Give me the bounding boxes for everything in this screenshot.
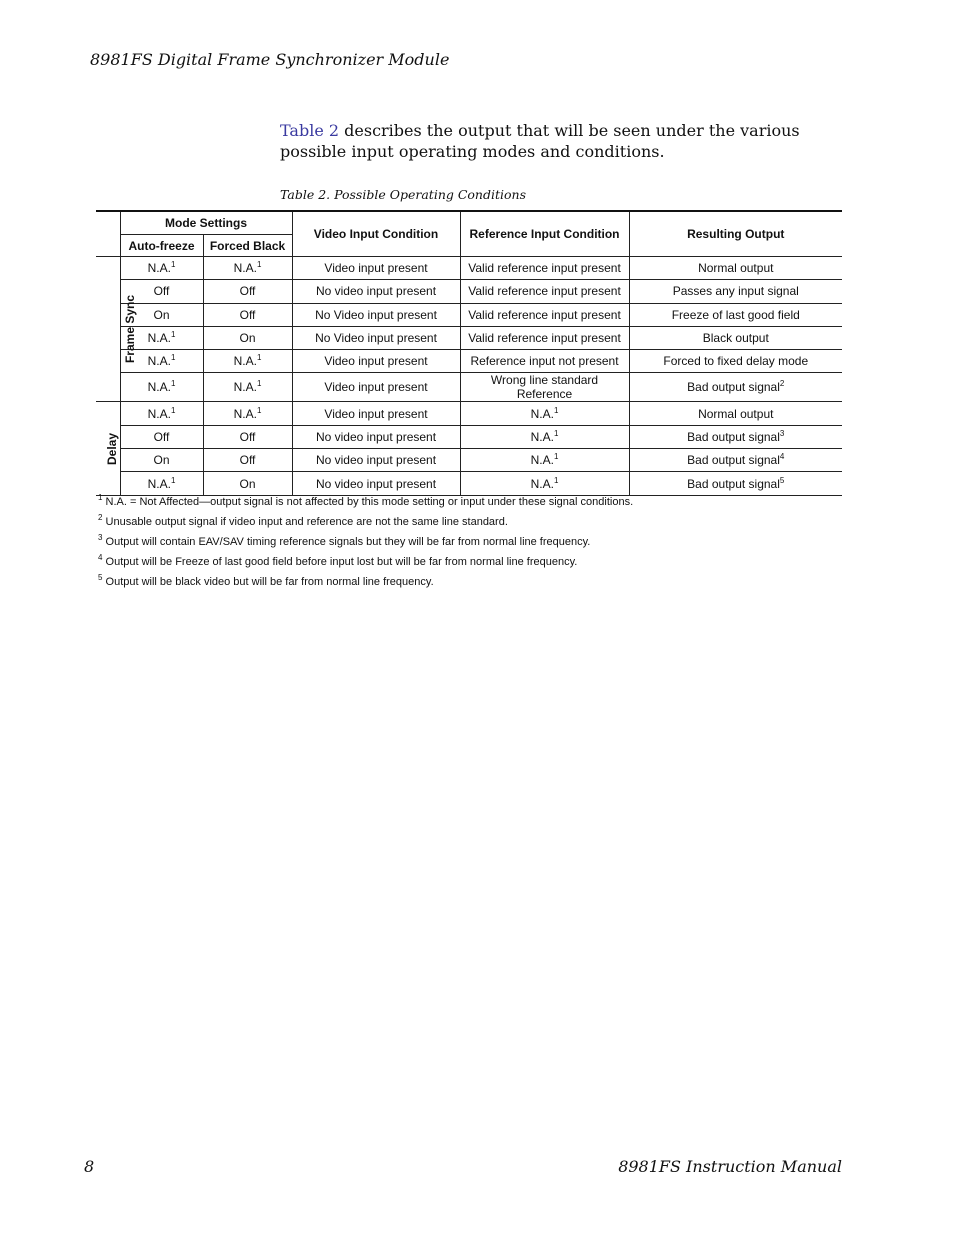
footnote-number: 4 — [98, 553, 103, 562]
header-video-input: Video Input Condition — [292, 211, 460, 257]
footnote-text: Unusable output signal if video input and reference are not the same line standard. — [105, 516, 508, 528]
cell-reference-input-text: Valid reference input present — [468, 307, 621, 322]
cell-video-input-text: No video input present — [315, 284, 437, 299]
table-caption: Table 2. Possible Operating Conditions — [280, 187, 526, 202]
cell-resulting-output-text: Passes any input signal — [672, 284, 799, 299]
table-body — [96, 257, 842, 496]
header-forced-black: Forced Black — [203, 235, 292, 257]
footnote-text: Output will be Freeze of last good field before input lost but will be far from normal line frequency. — [105, 556, 578, 568]
cell-auto-freeze-text: On — [153, 307, 170, 322]
footnote-marker: 1 — [256, 353, 262, 363]
cell-video-input-text: No Video input present — [315, 307, 437, 322]
cell-video-input — [292, 257, 460, 280]
cell-reference-input-text: N.A. — [530, 406, 554, 421]
cell-auto-freeze-text: Off — [153, 429, 170, 444]
cell-reference-input — [460, 402, 629, 425]
table-row — [96, 326, 842, 349]
footnote-marker: 1 — [553, 452, 559, 462]
cell-reference-input — [460, 425, 629, 448]
cell-reference-input — [460, 257, 629, 280]
cell-forced-black — [203, 425, 292, 448]
cell-resulting-output-text: Bad output signal — [687, 380, 780, 395]
cell-video-input-text: No video input present — [315, 476, 437, 491]
footnote-marker: 1 — [170, 330, 176, 340]
cell-auto-freeze — [120, 373, 203, 402]
cell-video-input-text: Video input present — [324, 406, 428, 421]
cell-resulting-output-text: Freeze of last good field — [671, 307, 800, 322]
footnote — [98, 512, 858, 532]
cell-video-input — [292, 373, 460, 402]
table-reference-link[interactable]: Table 2 — [280, 121, 340, 140]
cell-reference-input-text: N.A. — [530, 476, 554, 491]
cell-resulting-output-text: Bad output signal — [687, 429, 780, 444]
cell-video-input — [292, 303, 460, 326]
cell-forced-black-text: Off — [239, 284, 256, 299]
cell-video-input-text: No video input present — [315, 453, 437, 468]
cell-forced-black — [203, 373, 292, 402]
cell-forced-black-text: On — [239, 476, 256, 491]
cell-reference-input-text: Valid reference input present — [468, 331, 621, 346]
cell-video-input — [292, 326, 460, 349]
group-label-cell — [96, 402, 120, 495]
table-row — [96, 373, 842, 402]
cell-resulting-output-text: Bad output signal — [687, 476, 780, 491]
cell-reference-input — [460, 350, 629, 373]
cell-resulting-output-text: Forced to fixed delay mode — [663, 354, 809, 369]
cell-video-input — [292, 425, 460, 448]
footnote — [98, 572, 858, 592]
cell-reference-input-text: N.A. — [530, 453, 554, 468]
cell-reference-input — [460, 303, 629, 326]
cell-resulting-output — [629, 373, 842, 402]
cell-forced-black-text: N.A. — [233, 380, 257, 395]
cell-forced-black-text: Off — [239, 453, 256, 468]
intro-text: describes the output that will be seen under the various possible input operating modes and conditions. — [280, 121, 800, 161]
cell-resulting-output-text: Normal output — [698, 406, 774, 421]
cell-reference-input — [460, 326, 629, 349]
footnote-marker: 1 — [170, 475, 176, 485]
cell-resulting-output — [629, 257, 842, 280]
cell-auto-freeze — [120, 257, 203, 280]
cell-resulting-output — [629, 425, 842, 448]
header-row-top — [96, 211, 842, 235]
footnote-marker: 3 — [779, 428, 785, 438]
operating-conditions-table — [96, 210, 842, 496]
running-header: 8981FS Digital Frame Synchronizer Module — [90, 50, 450, 69]
cell-auto-freeze — [120, 425, 203, 448]
footnote-marker: 1 — [553, 475, 559, 485]
footnote-marker: 1 — [256, 379, 262, 389]
cell-auto-freeze-text: Off — [153, 284, 170, 299]
footnote-marker: 1 — [256, 405, 262, 415]
cell-reference-input — [460, 280, 629, 303]
cell-auto-freeze-text: N.A. — [147, 354, 171, 369]
header-reference-input: Reference Input Condition — [460, 211, 629, 257]
cell-video-input-text: Video input present — [324, 354, 428, 369]
table-row — [96, 350, 842, 373]
operating-conditions-table-wrap — [96, 210, 842, 496]
cell-auto-freeze — [120, 402, 203, 425]
group-label-cell — [96, 257, 138, 402]
table-row — [96, 425, 842, 448]
cell-forced-black — [203, 303, 292, 326]
footnote-marker: 1 — [553, 405, 559, 415]
cell-forced-black — [203, 326, 292, 349]
cell-forced-black-text: N.A. — [233, 261, 257, 276]
cell-video-input-text: Video input present — [324, 261, 428, 276]
cell-resulting-output — [629, 449, 842, 472]
cell-auto-freeze-text: N.A. — [147, 261, 171, 276]
cell-forced-black-text: N.A. — [233, 354, 257, 369]
cell-resulting-output-text: Normal output — [698, 261, 774, 276]
cell-forced-black-text: On — [239, 331, 256, 346]
footnote — [98, 552, 858, 572]
header-corner — [96, 211, 120, 257]
cell-forced-black — [203, 257, 292, 280]
footnote-marker: 2 — [779, 379, 785, 389]
cell-forced-black — [203, 280, 292, 303]
cell-reference-input-text: Wrong line standard Reference — [490, 373, 599, 402]
cell-auto-freeze-text: N.A. — [147, 380, 171, 395]
group-label: Delay — [105, 432, 120, 465]
cell-forced-black — [203, 449, 292, 472]
footnote-marker: 1 — [553, 428, 559, 438]
intro-paragraph — [280, 120, 850, 162]
header-mode-settings: Mode Settings — [120, 211, 292, 235]
cell-resulting-output — [629, 350, 842, 373]
footnote-marker: 4 — [779, 452, 785, 462]
footnote-marker: 5 — [779, 475, 785, 485]
footnote-text: Output will be black video but will be far from normal line frequency. — [105, 576, 434, 588]
cell-video-input — [292, 449, 460, 472]
cell-forced-black-text: N.A. — [233, 406, 257, 421]
footnote-marker: 1 — [170, 353, 176, 363]
cell-video-input-text: No video input present — [315, 429, 437, 444]
cell-auto-freeze-text: On — [153, 453, 170, 468]
footnote-text: Output will contain EAV/SAV timing reference signals but they will be far from normal line frequency. — [105, 536, 591, 548]
cell-auto-freeze-text: N.A. — [147, 476, 171, 491]
footnote-number: 5 — [98, 573, 103, 582]
cell-reference-input-text: Valid reference input present — [468, 284, 621, 299]
cell-video-input — [292, 280, 460, 303]
footnote-text: N.A. = Not Affected—output signal is not affected by this mode setting or input under these signal conditions. — [105, 496, 634, 508]
group-label: Frame Sync — [123, 295, 138, 364]
cell-reference-input-text: N.A. — [530, 429, 554, 444]
header-auto-freeze: Auto-freeze — [120, 235, 203, 257]
cell-video-input — [292, 402, 460, 425]
footnote-number: 1 — [98, 493, 103, 502]
footnote-marker: 1 — [256, 260, 262, 270]
cell-forced-black-text: Off — [239, 307, 256, 322]
header-resulting-output: Resulting Output — [629, 211, 842, 257]
footnote-marker: 1 — [170, 260, 176, 270]
cell-auto-freeze-text: N.A. — [147, 331, 171, 346]
cell-resulting-output — [629, 402, 842, 425]
cell-reference-input — [460, 449, 629, 472]
cell-resulting-output-text: Black output — [702, 331, 769, 346]
table-row — [96, 449, 842, 472]
cell-resulting-output — [629, 280, 842, 303]
table-row — [96, 402, 842, 425]
cell-forced-black — [203, 402, 292, 425]
cell-resulting-output-text: Bad output signal — [687, 453, 780, 468]
table-row — [96, 280, 842, 303]
cell-video-input-text: No Video input present — [315, 331, 437, 346]
table-row — [96, 257, 842, 280]
footer-manual-title: 8981FS Instruction Manual — [618, 1157, 842, 1176]
cell-auto-freeze-text: N.A. — [147, 406, 171, 421]
cell-video-input — [292, 350, 460, 373]
cell-resulting-output — [629, 326, 842, 349]
page-number: 8 — [84, 1157, 95, 1176]
footnote-marker: 1 — [170, 405, 176, 415]
footnotes — [98, 492, 858, 592]
cell-reference-input-text: Valid reference input present — [468, 261, 621, 276]
cell-reference-input — [460, 373, 629, 402]
cell-forced-black — [203, 350, 292, 373]
footnote-marker: 1 — [170, 379, 176, 389]
cell-reference-input-text: Reference input not present — [470, 354, 619, 369]
cell-forced-black-text: Off — [239, 429, 256, 444]
footnote-number: 2 — [98, 513, 103, 522]
cell-auto-freeze — [120, 449, 203, 472]
cell-resulting-output — [629, 303, 842, 326]
footnote — [98, 492, 858, 512]
footnote — [98, 532, 858, 552]
footnote-number: 3 — [98, 533, 103, 542]
cell-video-input-text: Video input present — [324, 380, 428, 395]
table-row — [96, 303, 842, 326]
